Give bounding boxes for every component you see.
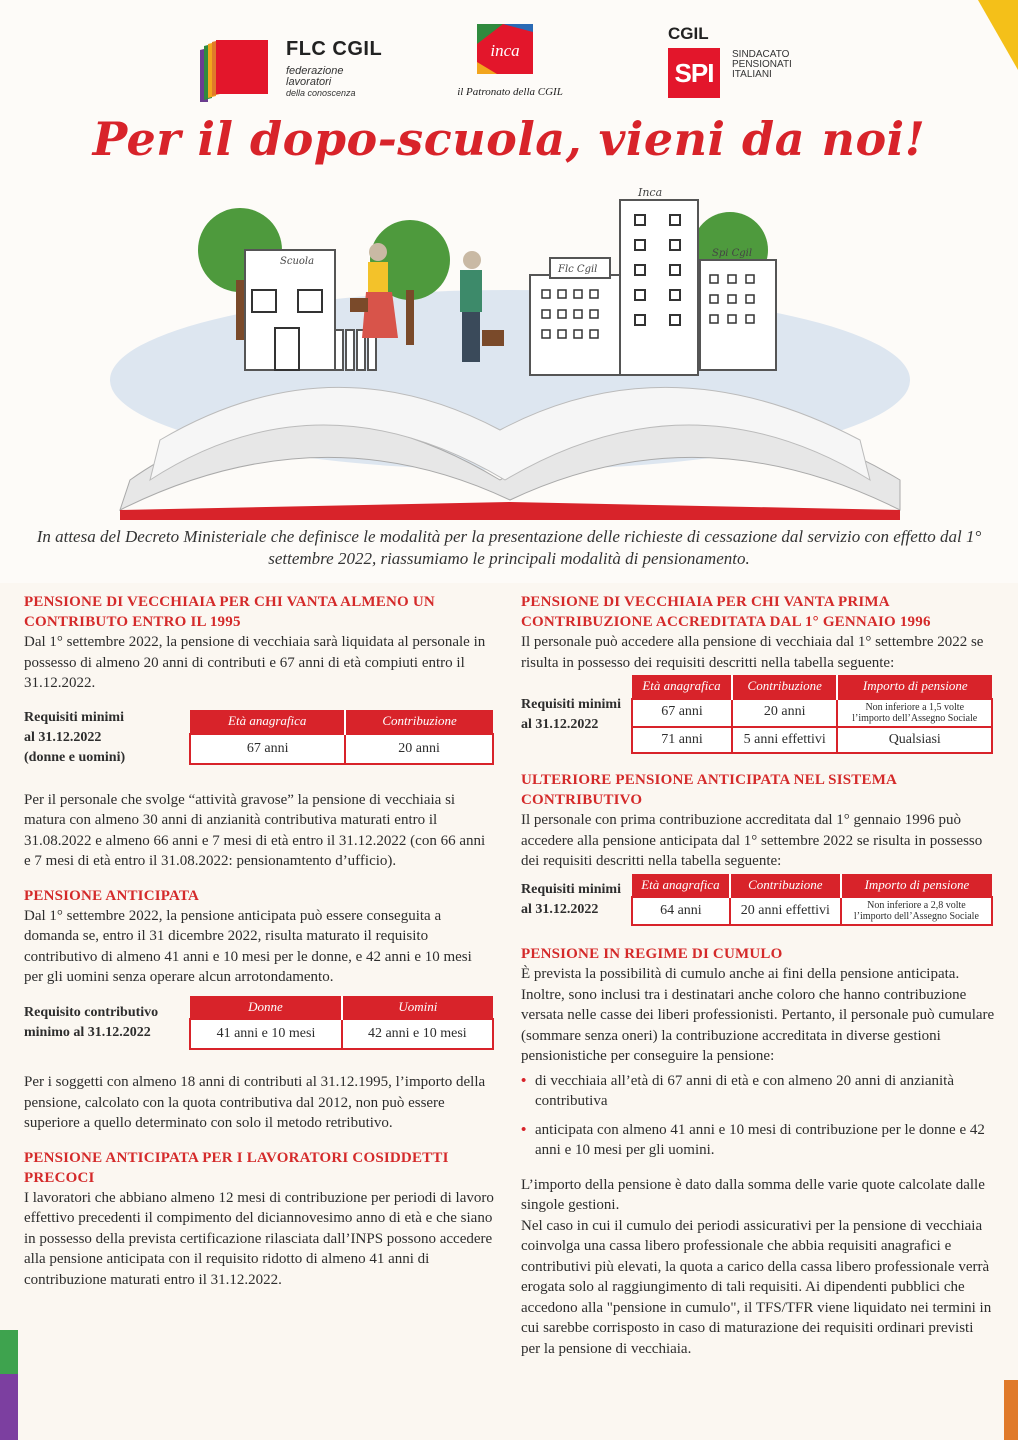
- requirements-table: [189, 710, 494, 765]
- section-heading: PENSIONE IN REGIME DI CUMULO: [521, 946, 783, 962]
- table-cell: 20 anni: [345, 734, 493, 764]
- table-header: Contribuzione: [730, 874, 841, 898]
- svg-text:inca: inca: [490, 41, 520, 60]
- requirements-label: Requisito contributivo minimo al 31.12.2022: [24, 1004, 159, 1040]
- flc-building: [530, 258, 620, 375]
- section-text: Per i soggetti con almeno 18 anni di contributi al 31.12.1995, l’importo della pensione, calcolato con la quota contributiva dal 2012, non può essere superiore a quello determinato con solo il metodo retributivo.: [24, 1074, 486, 1131]
- table-cell: Non inferiore a 1,5 volte l’importo dell’Assegno Sociale: [837, 699, 992, 727]
- section-heading: PENSIONE ANTICIPATA PER I LAVORATORI COSIDDETTI PRECOCI: [24, 1149, 449, 1186]
- requirements-label: Requisiti minimi al 31.12.2022: [521, 696, 621, 732]
- inca-logo-mark: [477, 24, 533, 74]
- section-heading: ULTERIORE PENSIONE ANTICIPATA NEL SISTEMA CONTRIBUTIVO: [521, 772, 897, 808]
- table-cell: 67 anni: [632, 699, 732, 727]
- list-item: • anticipata con almeno 41 anni e 10 mesi di contribuzione per le donne e 42 anni e 10 mesi per gli uomini.: [521, 1120, 995, 1161]
- table-cell: Non inferiore a 2,8 volte l’importo dell’Assegno Sociale: [841, 897, 992, 925]
- table-cell: 67 anni: [190, 734, 345, 764]
- intro-text: In attesa del Decreto Ministeriale che definisce le modalità per la presentazione delle richieste di cessazione dal servizio con effetto dal 1° settembre 2022, riassumiamo le principali modalità di pensionamento.: [36, 527, 982, 568]
- spi-cgil-logo: [664, 24, 804, 104]
- section-heading: PENSIONE DI VECCHIAIA PER CHI VANTA ALMENO UN CONTRIBUTO ENTRO IL 1995: [24, 594, 435, 630]
- right-column: [521, 592, 995, 1359]
- table-header: Contribuzione: [732, 675, 838, 699]
- inca-building: [620, 200, 698, 375]
- svg-text:Inca: Inca: [638, 186, 663, 199]
- spi-subtitle: SINDACATO PENSIONATI ITALIANI: [732, 49, 792, 80]
- table-header: Età anagrafica: [190, 710, 345, 734]
- corner-decoration-left: [0, 1330, 18, 1440]
- table-header: Età anagrafica: [632, 675, 732, 699]
- section-text: Nel caso in cui il cumulo dei periodi assicurativi per la pensione di vecchiaia coinvolga una cassa libero professionale che abbia requisiti anagrafici e contributivi più elevati, la quota a carico della cassa libero professionale verrà erogata solo al raggiungimento di tali requisiti. Ai dipendenti pubblici che accedono alla "pensione in cumulo", il TFS/TFR viene liquidato nei termini in cui sarebbe corrisposto in caso di maturazione dei requisiti ordinari previsti per la pensione di vecchiaia.: [521, 1217, 992, 1357]
- svg-text:Scuola: Scuola: [280, 256, 315, 267]
- section-text: I lavoratori che abbiano almeno 12 mesi di contribuzione per periodi di lavoro effettivo precedenti il compimento del diciannovesimo anno di età e che siano in possesso della prevista certificazione rilasciata dall’INPS possono accedere alla pensione anticipata con il requisito ridotto di almeno 41 anni di contribuzione maturati entro il 31.12.2022.: [24, 1189, 494, 1288]
- section-heading: PENSIONE ANTICIPATA: [24, 887, 200, 904]
- flc-cgil-logo: [194, 36, 384, 106]
- requirements-table: [631, 874, 993, 927]
- table-cell: 42 anni e 10 mesi: [342, 1019, 493, 1049]
- inca-logo: [445, 24, 575, 102]
- table-cell: 5 anni effettivi: [732, 727, 838, 754]
- page-title: Per il dopo-scuola, vieni da noi!: [92, 112, 926, 166]
- table-header: Età anagrafica: [632, 874, 730, 898]
- table-header: Importo di pensione: [841, 874, 992, 898]
- section-text: Il personale con prima contribuzione accreditata dal 1° gennaio 1996 può accedere alla pensione anticipata dal 1° settembre 2022 se risulta in possesso dei requisiti descritti nella tabella seguente:: [521, 812, 983, 869]
- spi-cgil-name: CGIL: [668, 24, 709, 43]
- requirements-block: [521, 675, 995, 754]
- table-cell: 41 anni e 10 mesi: [190, 1019, 341, 1049]
- section-text: Dal 1° settembre 2022, la pensione di vecchiaia sarà liquidata al personale in possesso di almeno 20 anni di contributi e 67 anni di età compiuti entro il 31.12.2022.: [24, 634, 486, 691]
- table-header: Contribuzione: [345, 710, 493, 734]
- inca-subtitle: il Patronato della CGIL: [457, 86, 563, 98]
- table-cell: Qualsiasi: [837, 727, 992, 754]
- section-text: Dal 1° settembre 2022, la pensione anticipata può essere conseguita a domanda se, entro il 31 dicembre 2022, risulta maturato il requisito contributivo di almeno 41 anni e 10 mesi per le donne, e 42 anni e 10 mesi per gli uomini senza operare alcun arrotondamento.: [24, 907, 472, 985]
- requirements-label: Requisiti minimi al 31.12.2022 (donne e uomini): [24, 709, 126, 765]
- table-header: Importo di pensione: [837, 675, 992, 699]
- section-text: L’importo della pensione è dato dalla somma delle varie quote calcolate dalle singole gestioni.: [521, 1176, 985, 1213]
- flc-logo-mark: [194, 40, 268, 102]
- requirements-table: [631, 675, 993, 754]
- table-header: Donne: [190, 996, 341, 1020]
- spi-logo-box: SPI: [668, 48, 720, 98]
- requirements-block: [24, 708, 494, 768]
- requirements-label: Requisiti minimi al 31.12.2022: [521, 881, 621, 917]
- requirements-block: [24, 996, 494, 1051]
- section-text: È prevista la possibilità di cumulo anche ai fini della pensione anticipata. Inoltre, sono inclusi tra i destinatari anche coloro che hanno contribuzione versata nelle casse dei liberi professionisti. Pertanto, il personale può cumulare (sommare senza oneri) la contribuzione accreditata in diverse gestioni pensionistiche per conseguire la pensione:: [521, 966, 995, 1064]
- corner-decoration-right: [1004, 1380, 1018, 1440]
- svg-text:Spi Cgil: Spi Cgil: [712, 248, 753, 259]
- table-cell: 64 anni: [632, 897, 730, 925]
- book-city-illustration: [100, 180, 920, 520]
- bullet-list: [521, 1071, 995, 1161]
- table-cell: 20 anni effettivi: [730, 897, 841, 925]
- requirements-block: [521, 874, 995, 927]
- school-building: [245, 250, 335, 370]
- requirements-table: [189, 996, 494, 1051]
- section-text: Il personale può accedere alla pensione di vecchiaia dal 1° settembre 2022 se risulta in possesso dei requisiti descritti nella tabella seguente:: [521, 634, 984, 671]
- table-header: Uomini: [342, 996, 493, 1020]
- left-column: [24, 592, 494, 1290]
- corner-decoration: [978, 0, 1018, 70]
- list-item: • di vecchiaia all’età di 67 anni di età e con almeno 20 anni di anzianità contributiva: [521, 1071, 995, 1112]
- table-cell: 20 anni: [732, 699, 838, 727]
- table-cell: 71 anni: [632, 727, 732, 754]
- flc-subtitle: federazione lavoratori della conoscenza: [286, 65, 356, 98]
- section-heading: PENSIONE DI VECCHIAIA PER CHI VANTA PRIMA CONTRIBUZIONE ACCREDITATA DAL 1° GENNAIO 1996: [521, 594, 931, 630]
- svg-text:Flc Cgil: Flc Cgil: [558, 264, 598, 275]
- flc-name: FLC CGIL: [286, 38, 383, 60]
- section-text: Per il personale che svolge “attività gravose” la pensione di vecchiaia si matura con almeno 30 anni di anzianità contributiva maturati entro il 31.08.2022 e almeno 66 anni e 7 mesi di età entro il 31.12.2022 (con 66 anni e 7 mesi di età entro il 31.08.2022: pensionamtento d’ufficio).: [24, 791, 486, 869]
